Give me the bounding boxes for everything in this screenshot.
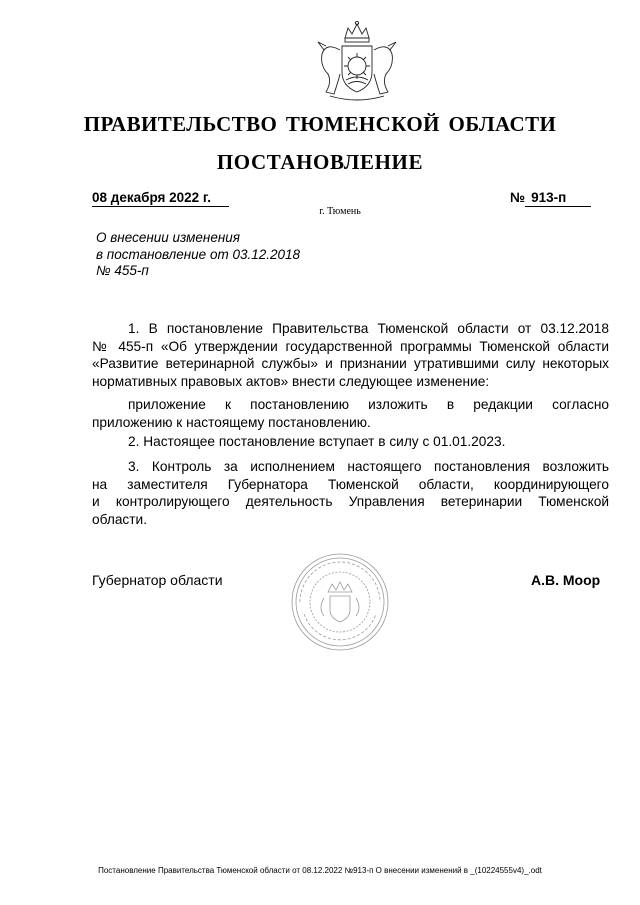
paragraph-line: на заместителя Губернатора Тюменской области, координирующего <box>92 476 609 492</box>
document-type-title: ПОСТАНОВЛЕНИЕ <box>216 150 424 174</box>
paragraph-line: № 455-п «Об утверждении государственной программы Тюменской области <box>92 338 609 354</box>
document-footer: Постановление Правительства Тюменской области от 08.12.2022 №913-п О внесении изменений в _(10224555v4)_.odt <box>98 866 542 875</box>
document-number: 913-п <box>525 190 591 207</box>
paragraph-line: области. <box>92 511 147 527</box>
subject-line: О внесении изменения <box>96 230 241 245</box>
paragraph-line: «Развитие ветеринарной службы» и признании утратившими силу некоторых <box>92 356 609 371</box>
city-label: г. Тюмень <box>319 206 361 217</box>
paragraph-line: 3. Контроль за исполнением настоящего постановления возложить <box>128 459 609 474</box>
paragraph-line: 1. В постановление Правительства Тюменской области от 03.12.2018 <box>128 321 609 336</box>
document-subject <box>96 230 300 280</box>
number-label: № <box>510 190 526 205</box>
official-seal-icon <box>290 552 390 652</box>
paragraph-line: 2. Настоящее постановление вступает в силу с 01.01.2023. <box>128 434 506 449</box>
subject-line: в постановление от 03.12.2018 <box>96 246 301 262</box>
paragraph-3 <box>92 433 609 451</box>
signatory-title: Губернатор области <box>92 572 223 588</box>
signatory-name: А.В. Моор <box>531 572 601 588</box>
paragraph-line: приложение к постановлению изложить в редакции согласно <box>128 397 609 412</box>
paragraph-1 <box>92 320 609 390</box>
paragraph-line: нормативных правовых актов» внести следующее изменение: <box>92 373 490 389</box>
coat-of-arms-icon <box>312 20 402 104</box>
paragraph-4 <box>92 458 609 528</box>
paragraph-2 <box>92 396 609 431</box>
document-date: 08 декабря 2022 г. <box>92 190 229 207</box>
paragraph-line: приложению к настоящему постановлению. <box>92 414 371 430</box>
document-number-block <box>510 190 591 207</box>
subject-line: № 455-п <box>96 263 149 278</box>
paragraph-line: и контролирующего деятельность Управления ветеринарии Тюменской <box>92 494 609 509</box>
organization-title: ПРАВИТЕЛЬСТВО ТЮМЕНСКОЙ ОБЛАСТИ <box>83 112 557 136</box>
